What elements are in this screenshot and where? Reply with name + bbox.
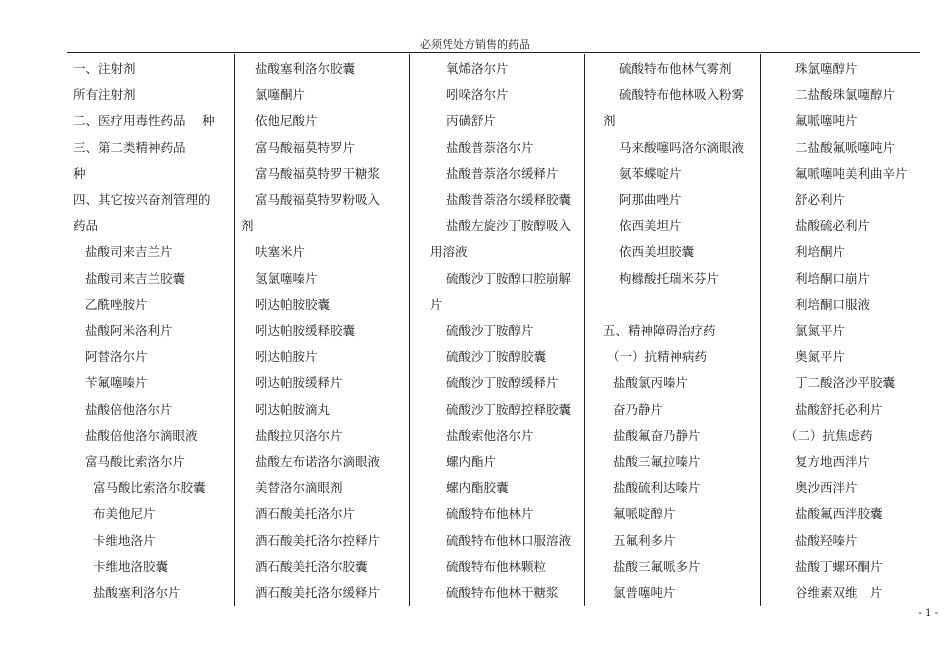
list-item: 吲哚洛尔片 [446,87,509,103]
column-1 [67,54,234,606]
list-item: 氨苯蝶啶片 [619,165,682,181]
list-item: 四、其它按兴奋剂管理的 [73,192,211,207]
list-item: 盐酸司来吉兰片 [85,244,173,260]
page-number: - 1 - [918,608,938,619]
list-item: 药品 [73,218,99,234]
list-item: 硫酸沙丁胺醇控释胶囊 [446,401,572,417]
list-item: 硫酸沙丁胺醇胶囊 [446,349,547,365]
list-item: 奋乃静片 [613,401,664,417]
list-item: 酒石酸美托洛尔缓释片 [255,585,381,600]
list-item: 盐酸司来吉兰胶囊 [85,270,186,286]
list-item: 螺内酯胶囊 [446,480,509,496]
list-item: 所有注射剂 [73,87,136,103]
list-item: 盐酸三氟哌多片 [613,558,701,574]
list-item: 盐酸塞利洛尔片 [93,585,181,600]
list-item: 氯氮平片 [795,323,846,338]
list-item: 螺内酯片 [446,454,497,469]
list-item: 剂 [241,218,254,234]
page-title: 必须凭处方销售的药品 [420,38,530,51]
list-item: 马来酸噻吗洛尔滴眼液 [619,139,745,155]
list-item: 乙酰唑胺片 [85,296,148,312]
list-item: 二盐酸珠氯噻醇片 [795,87,896,103]
list-item: 氟哌噻吨美利曲辛片 [795,165,908,181]
list-item: 盐酸倍他洛尔滴眼液 [85,427,198,443]
list-item: 丙磺舒片 [446,113,497,129]
list-item: 卡维地洛片 [93,532,156,548]
list-item: 片 [430,296,443,312]
list-item [585,292,591,318]
list-item: 硫酸特布他林气雾剂 [619,61,732,76]
list-item: 盐酸塞利洛尔胶囊 [255,61,356,76]
list-item: 盐酸左布诺洛尔滴眼液 [255,454,381,469]
list-item: 卡维地洛胶囊 [93,558,169,574]
list-item: 盐酸倍他洛尔片 [85,401,173,417]
list-item: 硫酸特布他林片 [446,506,534,522]
list-item: 三、第二类精神药品 [73,139,186,155]
list-item: 氯普噻吨片 [613,585,676,600]
list-item: 硫酸沙丁胺醇缓释片 [446,375,559,391]
list-item: 氟哌噻吨片 [795,113,858,129]
list-item: 利培酮片 [795,244,846,260]
column-3 [409,54,585,606]
list-item: 盐酸硫必利片 [795,218,871,234]
list-item: 盐酸硫利达嗪片 [613,480,701,496]
list-item: 呋塞米片 [255,244,306,260]
list-item: 盐酸氟奋乃静片 [613,427,701,443]
list-item: 硫酸沙丁胺醇口腔崩解 [446,270,572,286]
list-item: 复方地西泮片 [795,454,871,469]
list-item: 二盐酸氟哌噻吨片 [795,139,896,155]
list-item: 酒石酸美托洛尔片 [255,506,356,522]
list-item: 盐酸丁螺环酮片 [795,558,883,574]
list-item: 盐酸三氟拉嗪片 [613,454,701,469]
list-item: 氯噻酮片 [255,87,306,103]
list-item: 依西美坦胶囊 [619,244,695,260]
list-item: 丁二酸洛沙平胶囊 [795,375,896,391]
list-item: 硫酸特布他林颗粒 [446,558,547,574]
list-item: 富马酸比索洛尔胶囊 [93,480,206,496]
list-item: 舒必利片 [795,192,846,207]
list-item: 氟哌啶醇片 [613,506,676,522]
list-item: 盐酸索他洛尔片 [446,427,534,443]
list-item: 酒石酸美托洛尔控释片 [255,532,381,548]
column-2 [234,54,410,606]
list-item: 盐酸羟嗪片 [795,532,858,548]
list-item: 氧烯洛尔片 [446,61,509,76]
list-item: 氢氯噻嗪片 [255,270,318,286]
list-item: 依他尼酸片 [255,113,318,129]
list-item: 美替洛尔滴眼剂 [255,480,343,496]
list-item: 阿那曲唑片 [619,192,682,207]
list-item: 奥沙西泮片 [795,480,858,496]
list-item: （一）抗精神病药 [607,349,708,365]
list-item: 剂 [603,113,616,129]
list-item: 阿替洛尔片 [85,349,148,365]
list-item: 五、精神障碍治疗药 [603,323,716,338]
list-item: 吲达帕胺缓释片 [255,375,343,391]
list-item: 吲达帕胺片 [255,349,318,365]
list-item: 硫酸沙丁胺醇片 [446,323,534,338]
list-item: 盐酸氯丙嗪片 [613,375,689,391]
list-item: （二）抗焦虑药 [785,427,873,443]
list-item: 二、医疗用毒性药品 种 [73,113,215,129]
list-item: 盐酸普萘洛尔缓释胶囊 [446,192,572,207]
list-item: 盐酸舒托必利片 [795,401,883,417]
list-item: 五氟利多片 [613,532,676,548]
list-item: 盐酸左旋沙丁胺醇吸入 [446,218,572,234]
list-item: 枸橼酸托瑞米芬片 [619,270,720,286]
list-item: 富马酸比索洛尔片 [85,454,186,469]
list-item: 酒石酸美托洛尔胶囊 [255,558,368,574]
list-item: 一、注射剂 [73,61,136,76]
list-item: 吲达帕胺胶囊 [255,296,331,312]
list-item: 盐酸氟西泮胶囊 [795,506,883,522]
list-item: 依西美坦片 [619,218,682,234]
list-item: 布美他尼片 [93,506,156,522]
header-rule [67,52,920,53]
list-item: 盐酸拉贝洛尔片 [255,427,343,443]
list-item: 盐酸阿米洛利片 [85,323,173,338]
list-item: 吲达帕胺滴丸 [255,401,331,417]
list-item: 谷维素双维 片 [795,585,883,600]
list-item: 珠氯噻醇片 [795,61,858,76]
list-item: 利培酮口服液 [795,296,871,312]
list-item: 硫酸特布他林干糖浆 [446,585,559,600]
column-4 [584,54,761,606]
list-item: 富马酸福莫特罗干糖浆 [255,165,381,181]
list-item: 富马酸福莫特罗片 [255,139,356,155]
list-item: 硫酸特布他林口服溶液 [446,532,572,548]
list-item: 奥氮平片 [795,349,846,365]
list-item: 盐酸普萘洛尔缓释片 [446,165,559,181]
list-item: 利培酮口崩片 [795,270,871,286]
column-5 [760,54,921,606]
list-item: 种 [73,165,86,181]
list-item: 用溶液 [430,244,468,260]
list-item: 富马酸福莫特罗粉吸入 [255,192,381,207]
list-item: 吲达帕胺缓释胶囊 [255,323,356,338]
list-item: 硫酸特布他林吸入粉雾 [619,87,745,103]
list-item: 苄氟噻嗪片 [85,375,148,391]
list-item: 盐酸普萘洛尔片 [446,139,534,155]
